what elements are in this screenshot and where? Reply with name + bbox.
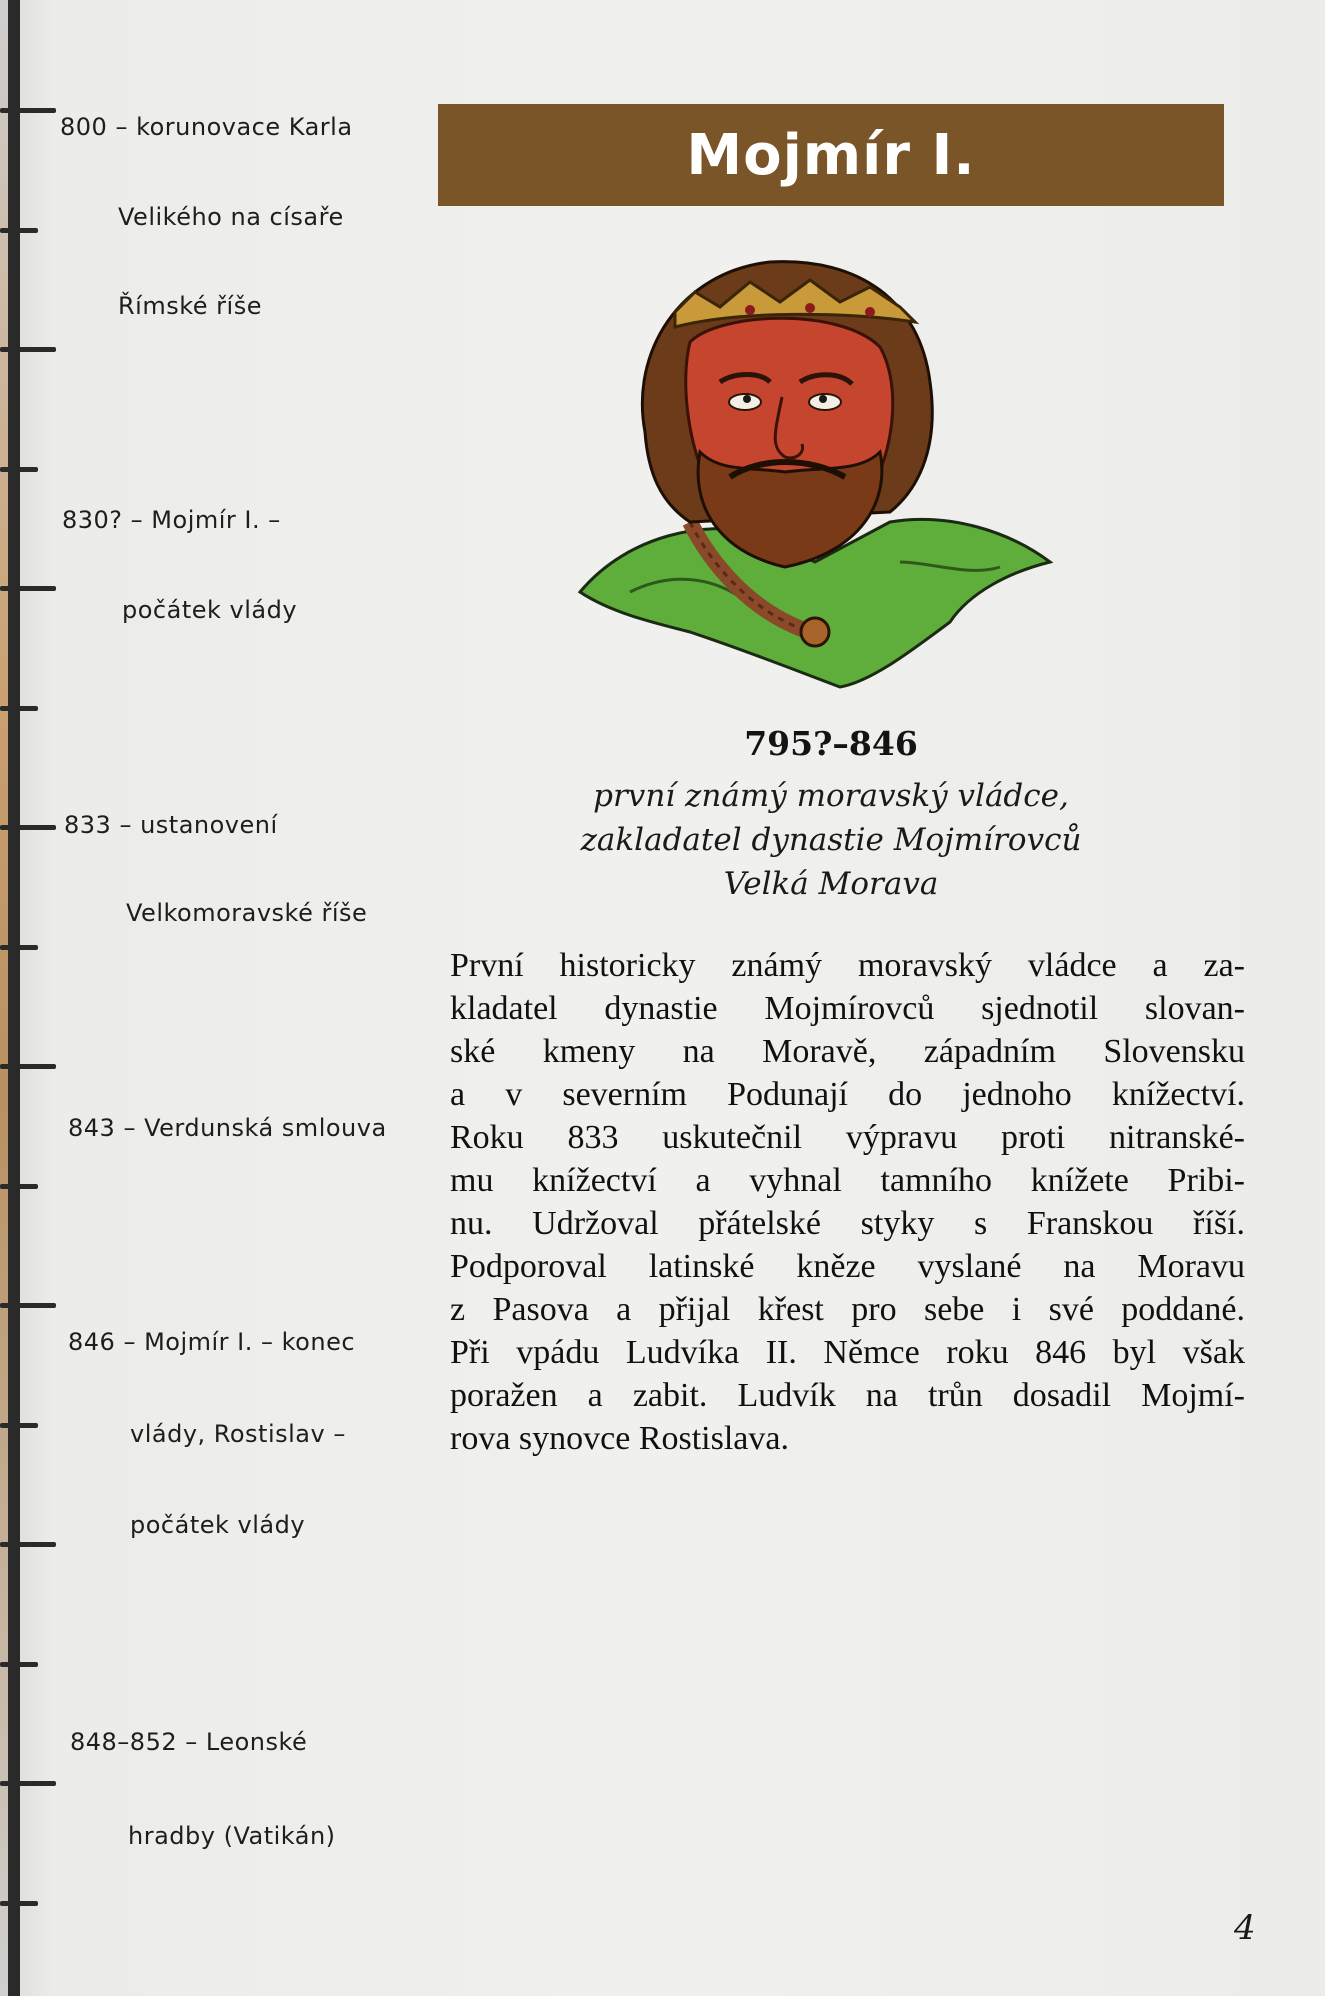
binding-tick: [0, 228, 38, 233]
title-bar: [438, 104, 1224, 206]
timeline-entry-833: 833 – ustanovení: [64, 811, 278, 839]
body-line: z Pasova a přijal křest pro sebe i své poddané.: [450, 1291, 1245, 1328]
timeline-entry-846-cont: počátek vlády: [130, 1511, 306, 1539]
spiral-binding-icon: [8, 0, 20, 1996]
body-line: ské kmeny na Moravě, západním Slovensku: [450, 1033, 1245, 1070]
binding-tick: [0, 706, 38, 711]
timeline-entry-830-cont: počátek vlády: [122, 596, 298, 624]
body-line: mu knížectví a vyhnal tamního knížete Pribi-: [450, 1162, 1245, 1199]
timeline-entry-800-cont: Římské říše: [118, 292, 262, 320]
binding-tick: [0, 1662, 38, 1667]
body-line: a v severním Podunají do jednoho knížectví.: [450, 1076, 1245, 1113]
binding-tick: [0, 467, 38, 472]
binding-tick: [0, 586, 56, 591]
subtitle-line-3: Velká Morava: [723, 866, 939, 902]
binding-tick: [0, 825, 56, 830]
body-paragraph: [450, 944, 1245, 1460]
binding-tick: [0, 1542, 56, 1547]
page-edge-shadow: [0, 0, 8, 1996]
subtitle-line-1: první známý moravský vládce,: [593, 778, 1069, 814]
timeline-entry-800-cont: Velikého na císaře: [118, 203, 344, 231]
binding-tick: [0, 108, 56, 113]
binding-tick: [0, 1184, 38, 1189]
timeline-entry-830: 830? – Mojmír I. –: [62, 506, 281, 534]
binding-tick: [0, 1303, 56, 1308]
binding-tick: [0, 1781, 56, 1786]
page-title: Mojmír I.: [686, 122, 976, 188]
binding-tick: [0, 1901, 38, 1906]
lifespan-dates: 795?–846: [744, 724, 918, 763]
body-line: rova synovce Rostislava.: [450, 1420, 789, 1457]
body-line: kladatel dynastie Mojmírovců sjednotil slovan-: [450, 990, 1245, 1027]
body-line: Roku 833 uskutečnil výpravu proti nitranské-: [450, 1119, 1245, 1156]
body-line: Při vpádu Ludvíka II. Němce roku 846 byl však: [450, 1334, 1245, 1371]
body-line: poražen a zabit. Ludvík na trůn dosadil Mojmí-: [450, 1377, 1245, 1414]
body-line: První historicky známý moravský vládce a za-: [450, 947, 1245, 984]
subtitle-line-2: zakladatel dynastie Mojmírovců: [580, 822, 1082, 858]
timeline-entry-846: 846 – Mojmír I. – konec: [68, 1328, 356, 1356]
timeline-entry-846-cont: vlády, Rostislav –: [130, 1420, 346, 1448]
binding-tick: [0, 1064, 56, 1069]
timeline-entry-848: 848–852 – Leonské: [70, 1728, 308, 1756]
binding-tick: [0, 347, 56, 352]
body-line: nu. Udržoval přátelské styky s Franskou říší.: [450, 1205, 1245, 1242]
timeline-entry-843: 843 – Verdunská smlouva: [68, 1114, 387, 1142]
timeline-entry-833-cont: Velkomoravské říše: [126, 899, 368, 927]
timeline-entry-800: 800 – korunovace Karla: [60, 113, 353, 141]
portrait-illustration-icon: [570, 232, 1060, 702]
body-line: Podporoval latinské kněze vyslané na Moravu: [450, 1248, 1245, 1285]
binding-tick: [0, 945, 38, 950]
page-number: 4: [1234, 1908, 1256, 1948]
binding-tick: [0, 1423, 38, 1428]
timeline-entry-848-cont: hradby (Vatikán): [128, 1822, 336, 1850]
